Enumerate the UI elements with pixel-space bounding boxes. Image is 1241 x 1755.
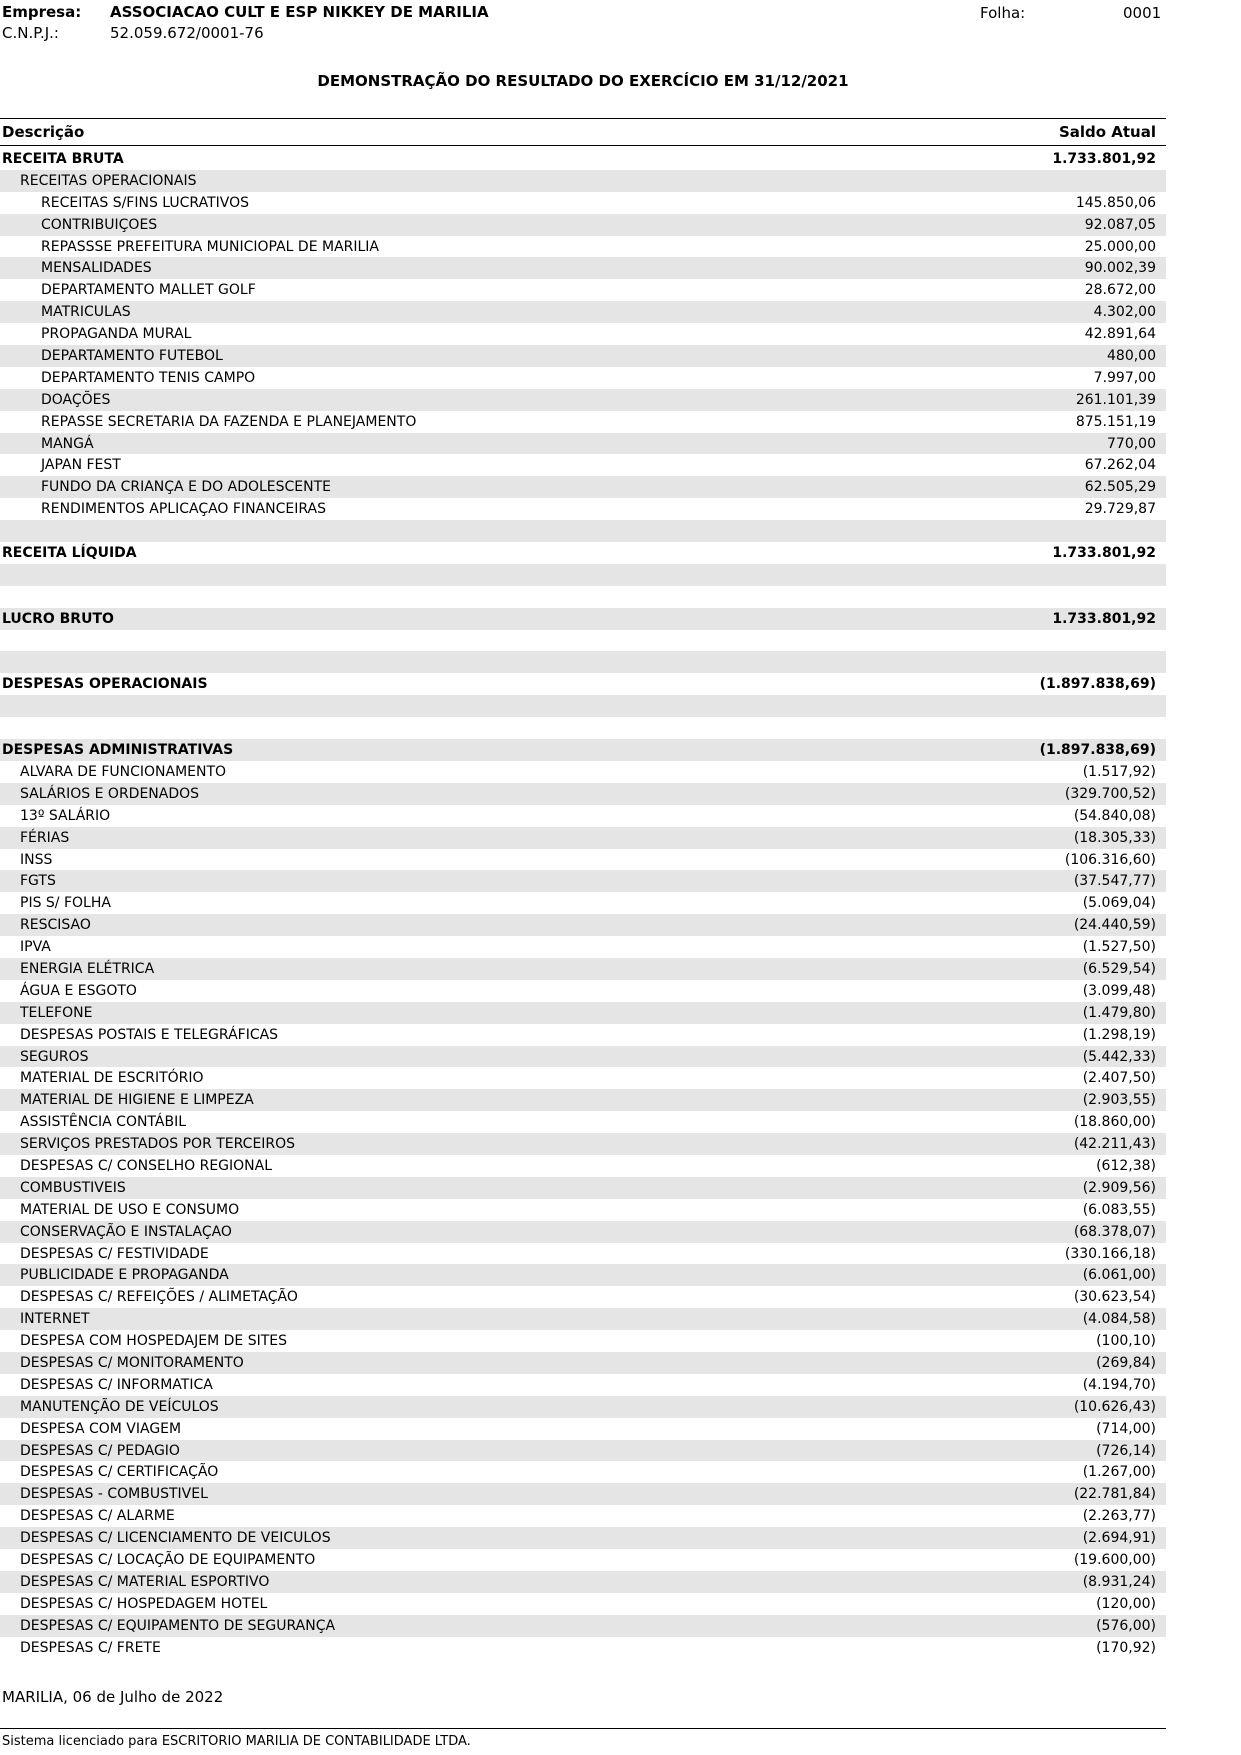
table-row: [0, 1505, 1166, 1527]
table-row: [0, 236, 1166, 258]
table-row: [0, 1352, 1166, 1374]
table-row: [0, 1024, 1166, 1046]
row-description: DESPESAS C/ CERTIFICAÇÃO: [20, 1464, 219, 1481]
empresa-name: ASSOCIACAO CULT E ESP NIKKEY DE MARILIA: [110, 3, 489, 21]
row-value: 1.733.801,92: [1052, 545, 1156, 562]
row-description: 13º SALÁRIO: [20, 807, 111, 824]
row-value: (576,00): [1096, 1617, 1156, 1634]
row-description: PUBLICIDADE E PROPAGANDA: [20, 1267, 229, 1284]
row-value: (1.897.838,69): [1039, 676, 1156, 693]
table-row: [0, 1286, 1166, 1308]
row-description: DESPESAS - COMBUSTIVEL: [20, 1486, 208, 1503]
row-description: SALÁRIOS E ORDENADOS: [20, 785, 200, 802]
table-row: [0, 651, 1166, 673]
row-description: DEPARTAMENTO TENIS CAMPO: [41, 369, 256, 386]
row-description: FÉRIAS: [20, 829, 70, 846]
row-value: (329.700,52): [1064, 785, 1156, 802]
row-value: (18.305,33): [1073, 829, 1156, 846]
row-value: 480,00: [1107, 348, 1156, 365]
row-value: 67.262,04: [1084, 457, 1156, 474]
row-value: (1.479,80): [1082, 1004, 1156, 1021]
table-row: [0, 1308, 1166, 1330]
row-description: ASSISTÊNCIA CONTÁBIL: [20, 1114, 187, 1131]
row-description: ÁGUA E ESGOTO: [20, 982, 137, 999]
row-description: DESPESA COM HOSPEDAJEM DE SITES: [20, 1333, 288, 1350]
row-value: (1.298,19): [1082, 1026, 1156, 1043]
table-row: [0, 870, 1166, 892]
row-description: DESPESAS C/ EQUIPAMENTO DE SEGURANÇA: [20, 1617, 336, 1634]
table-row: [0, 695, 1166, 717]
table-row: [0, 301, 1166, 323]
table-row: [0, 433, 1166, 455]
row-value: 28.672,00: [1084, 282, 1156, 299]
table-row: [0, 1002, 1166, 1024]
row-value: (30.623,54): [1073, 1289, 1156, 1306]
row-description: DESPESAS C/ MATERIAL ESPORTIVO: [20, 1573, 270, 1590]
row-value: 62.505,29: [1084, 479, 1156, 496]
footer-divider: [0, 1728, 1166, 1729]
table-row: [0, 1637, 1166, 1659]
row-description: DESPESAS ADMINISTRATIVAS: [2, 742, 234, 759]
row-description: INSS: [20, 851, 53, 868]
column-header-descricao: Descrição: [2, 123, 85, 141]
row-description: DESPESAS C/ PEDAGIO: [20, 1442, 180, 1459]
table-row: [0, 564, 1166, 586]
table-row: [0, 630, 1166, 652]
row-value: (6.083,55): [1082, 1201, 1156, 1218]
row-description: MANUTENÇÃO DE VEÍCULOS: [20, 1398, 219, 1415]
row-value: 261.101,39: [1075, 391, 1156, 408]
row-description: ALVARA DE FUNCIONAMENTO: [20, 763, 227, 780]
row-description: LUCRO BRUTO: [2, 610, 114, 627]
row-description: SERVIÇOS PRESTADOS POR TERCEIROS: [20, 1136, 296, 1153]
row-value: (330.166,18): [1064, 1245, 1156, 1262]
table-row: [0, 1483, 1166, 1505]
table-row: [0, 914, 1166, 936]
table-row: [0, 586, 1166, 608]
row-value: 25.000,00: [1084, 238, 1156, 255]
row-description: MANGÁ: [41, 435, 94, 452]
table-row: [0, 1067, 1166, 1089]
table-row: [0, 323, 1166, 345]
row-description: COMBUSTIVEIS: [20, 1179, 126, 1196]
table-row: [0, 739, 1166, 761]
table-row: [0, 958, 1166, 980]
row-value: 29.729,87: [1084, 501, 1156, 518]
table-row: [0, 389, 1166, 411]
row-description: REPASSE SECRETARIA DA FAZENDA E PLANEJAMENTO: [41, 413, 417, 430]
row-value: (2.694,91): [1082, 1530, 1156, 1547]
table-row: [0, 1440, 1166, 1462]
row-description: DESPESAS C/ CONSELHO REGIONAL: [20, 1157, 273, 1174]
row-description: PROPAGANDA MURAL: [41, 326, 192, 343]
row-value: (8.931,24): [1082, 1573, 1156, 1590]
row-description: INTERNET: [20, 1311, 90, 1328]
table-row: [0, 717, 1166, 739]
table-row: [0, 148, 1166, 170]
row-value: (2.909,56): [1082, 1179, 1156, 1196]
table-row: [0, 1330, 1166, 1352]
row-value: (5.069,04): [1082, 895, 1156, 912]
table-row: [0, 367, 1166, 389]
row-description: DESPESAS C/ LICENCIAMENTO DE VEICULOS: [20, 1530, 331, 1547]
table-row: [0, 476, 1166, 498]
table-row: [0, 520, 1166, 542]
row-value: 875.151,19: [1075, 413, 1156, 430]
row-description: RECEITAS S/FINS LUCRATIVOS: [41, 194, 249, 211]
row-value: 1.733.801,92: [1052, 151, 1156, 167]
row-description: TELEFONE: [20, 1004, 93, 1021]
table-row: [0, 1461, 1166, 1483]
row-description: CONTRIBUIÇOES: [41, 216, 158, 233]
table-row: [0, 1615, 1166, 1637]
row-value: 90.002,39: [1084, 260, 1156, 277]
table-row: [0, 1396, 1166, 1418]
row-description: DESPESAS C/ ALARME: [20, 1508, 175, 1525]
table-row: [0, 542, 1166, 564]
table-row: [0, 1571, 1166, 1593]
row-value: (1.897.838,69): [1039, 742, 1156, 759]
table-row: [0, 279, 1166, 301]
row-value: (6.061,00): [1082, 1267, 1156, 1284]
table-row: [0, 936, 1166, 958]
row-description: MATERIAL DE ESCRITÓRIO: [20, 1070, 204, 1087]
row-value: (10.626,43): [1073, 1398, 1156, 1415]
row-description: DESPESA COM VIAGEM: [20, 1420, 182, 1437]
row-description: CONSERVAÇÃO E INSTALAÇAO: [20, 1223, 232, 1240]
row-value: (4.194,70): [1082, 1376, 1156, 1393]
table-row: [0, 454, 1166, 476]
table-row: [0, 980, 1166, 1002]
table-row: [0, 1264, 1166, 1286]
row-value: (3.099,48): [1082, 982, 1156, 999]
row-value: (42.211,43): [1073, 1136, 1156, 1153]
row-value: (2.263,77): [1082, 1508, 1156, 1525]
row-value: 770,00: [1107, 435, 1156, 452]
row-description: REPASSSE PREFEITURA MUNICIOPAL DE MARILIA: [41, 238, 380, 255]
table-row: [0, 498, 1166, 520]
row-value: (18.860,00): [1073, 1114, 1156, 1131]
table-row: [0, 673, 1166, 695]
table-row: [0, 411, 1166, 433]
row-description: DESPESAS C/ FESTIVIDADE: [20, 1245, 209, 1262]
table-row: [0, 827, 1166, 849]
row-description: ENERGIA ELÉTRICA: [20, 960, 155, 977]
row-value: (4.084,58): [1082, 1311, 1156, 1328]
table-row: [0, 1155, 1166, 1177]
row-value: (726,14): [1096, 1442, 1156, 1459]
table-row: [0, 345, 1166, 367]
row-description: DESPESAS C/ FRETE: [20, 1639, 161, 1656]
row-description: DESPESAS C/ LOCAÇÃO DE EQUIPAMENTO: [20, 1552, 316, 1568]
row-value: (54.840,08): [1073, 807, 1156, 824]
row-description: RENDIMENTOS APLICAÇAO FINANCEIRAS: [41, 501, 326, 518]
row-value: (120,00): [1096, 1595, 1156, 1612]
table-row: [0, 1549, 1166, 1571]
row-description: MATRICULAS: [41, 304, 131, 321]
row-description: RECEITA LÍQUIDA: [2, 545, 137, 562]
row-value: 1.733.801,92: [1052, 610, 1156, 627]
row-value: (612,38): [1096, 1157, 1156, 1174]
row-description: DESPESAS POSTAIS E TELEGRÁFICAS: [20, 1026, 279, 1043]
row-value: (714,00): [1096, 1420, 1156, 1437]
row-value: 4.302,00: [1093, 304, 1156, 321]
row-value: (100,10): [1096, 1333, 1156, 1350]
table-header: [0, 118, 1166, 146]
table-row: [0, 1593, 1166, 1615]
cnpj-value: 52.059.672/0001-76: [110, 24, 264, 42]
table-row: [0, 170, 1166, 192]
row-value: (19.600,00): [1073, 1552, 1156, 1568]
row-description: RECEITAS OPERACIONAIS: [20, 172, 197, 189]
row-description: DESPESAS C/ MONITORAMENTO: [20, 1354, 244, 1371]
row-description: IPVA: [20, 939, 51, 956]
row-value: (269,84): [1096, 1354, 1156, 1371]
row-description: RESCISAO: [20, 917, 91, 934]
table-row: [0, 1177, 1166, 1199]
table-row: [0, 1089, 1166, 1111]
row-description: PIS S/ FOLHA: [20, 895, 111, 912]
row-description: DESPESAS C/ INFORMATICA: [20, 1376, 213, 1393]
row-value: (5.442,33): [1082, 1048, 1156, 1065]
table-row: [0, 608, 1166, 630]
row-value: (22.781,84): [1073, 1486, 1156, 1503]
row-value: (170,92): [1096, 1639, 1156, 1656]
row-value: (6.529,54): [1082, 960, 1156, 977]
table-row: [0, 1243, 1166, 1265]
row-description: JAPAN FEST: [41, 457, 121, 474]
row-value: (2.903,55): [1082, 1092, 1156, 1109]
table-row: [0, 1221, 1166, 1243]
row-description: MENSALIDADES: [41, 260, 152, 277]
folha-label: Folha:: [980, 4, 1026, 22]
row-value: (68.378,07): [1073, 1223, 1156, 1240]
row-value: 92.087,05: [1084, 216, 1156, 233]
row-description: DEPARTAMENTO MALLET GOLF: [41, 282, 256, 299]
table-row: [0, 1527, 1166, 1549]
row-value: (106.316,60): [1064, 851, 1156, 868]
table-row: [0, 761, 1166, 783]
row-description: SEGUROS: [20, 1048, 89, 1065]
folha-number: 0001: [1123, 4, 1162, 22]
table-row: [0, 192, 1166, 214]
table-row: [0, 849, 1166, 871]
table-row: [0, 1374, 1166, 1396]
table-row: [0, 783, 1166, 805]
table-row: [0, 805, 1166, 827]
row-value: 7.997,00: [1093, 369, 1156, 386]
row-description: DESPESAS C/ HOSPEDAGEM HOTEL: [20, 1595, 268, 1612]
cnpj-label: C.N.P.J.:: [2, 24, 59, 42]
footer-license: Sistema licenciado para ESCRITORIO MARILIA DE CONTABILIDADE LTDA.: [2, 1734, 471, 1749]
row-value: (37.547,77): [1073, 873, 1156, 890]
document-title: DEMONSTRAÇÃO DO RESULTADO DO EXERCÍCIO EM 31/12/2021: [317, 72, 849, 90]
row-description: DESPESAS OPERACIONAIS: [2, 676, 208, 693]
statement-table: [0, 148, 1166, 1658]
row-description: FUNDO DA CRIANÇA E DO ADOLESCENTE: [41, 479, 332, 496]
column-header-saldo: Saldo Atual: [1058, 123, 1156, 141]
row-value: (1.267,00): [1082, 1464, 1156, 1481]
row-description: DESPESAS C/ REFEIÇÕES / ALIMETAÇÃO: [20, 1289, 298, 1306]
table-row: [0, 1133, 1166, 1155]
row-value: (24.440,59): [1073, 917, 1156, 934]
row-value: (1.517,92): [1082, 763, 1156, 780]
row-description: MATERIAL DE HIGIENE E LIMPEZA: [20, 1092, 254, 1109]
row-value: (1.527,50): [1082, 939, 1156, 956]
row-description: DOAÇÕES: [41, 391, 111, 408]
table-row: [0, 1111, 1166, 1133]
row-description: MATERIAL DE USO E CONSUMO: [20, 1201, 240, 1218]
empresa-label: Empresa:: [2, 3, 82, 21]
table-row: [0, 1418, 1166, 1440]
row-description: RECEITA BRUTA: [2, 151, 124, 167]
row-value: 145.850,06: [1075, 194, 1156, 211]
row-description: DEPARTAMENTO FUTEBOL: [41, 348, 223, 365]
table-row: [0, 214, 1166, 236]
row-value: 42.891,64: [1084, 326, 1156, 343]
row-value: (2.407,50): [1082, 1070, 1156, 1087]
table-row: [0, 1199, 1166, 1221]
table-row: [0, 257, 1166, 279]
table-row: [0, 892, 1166, 914]
footer-city-date: MARILIA, 06 de Julho de 2022: [2, 1688, 224, 1706]
table-row: [0, 1046, 1166, 1068]
row-description: FGTS: [20, 873, 56, 890]
